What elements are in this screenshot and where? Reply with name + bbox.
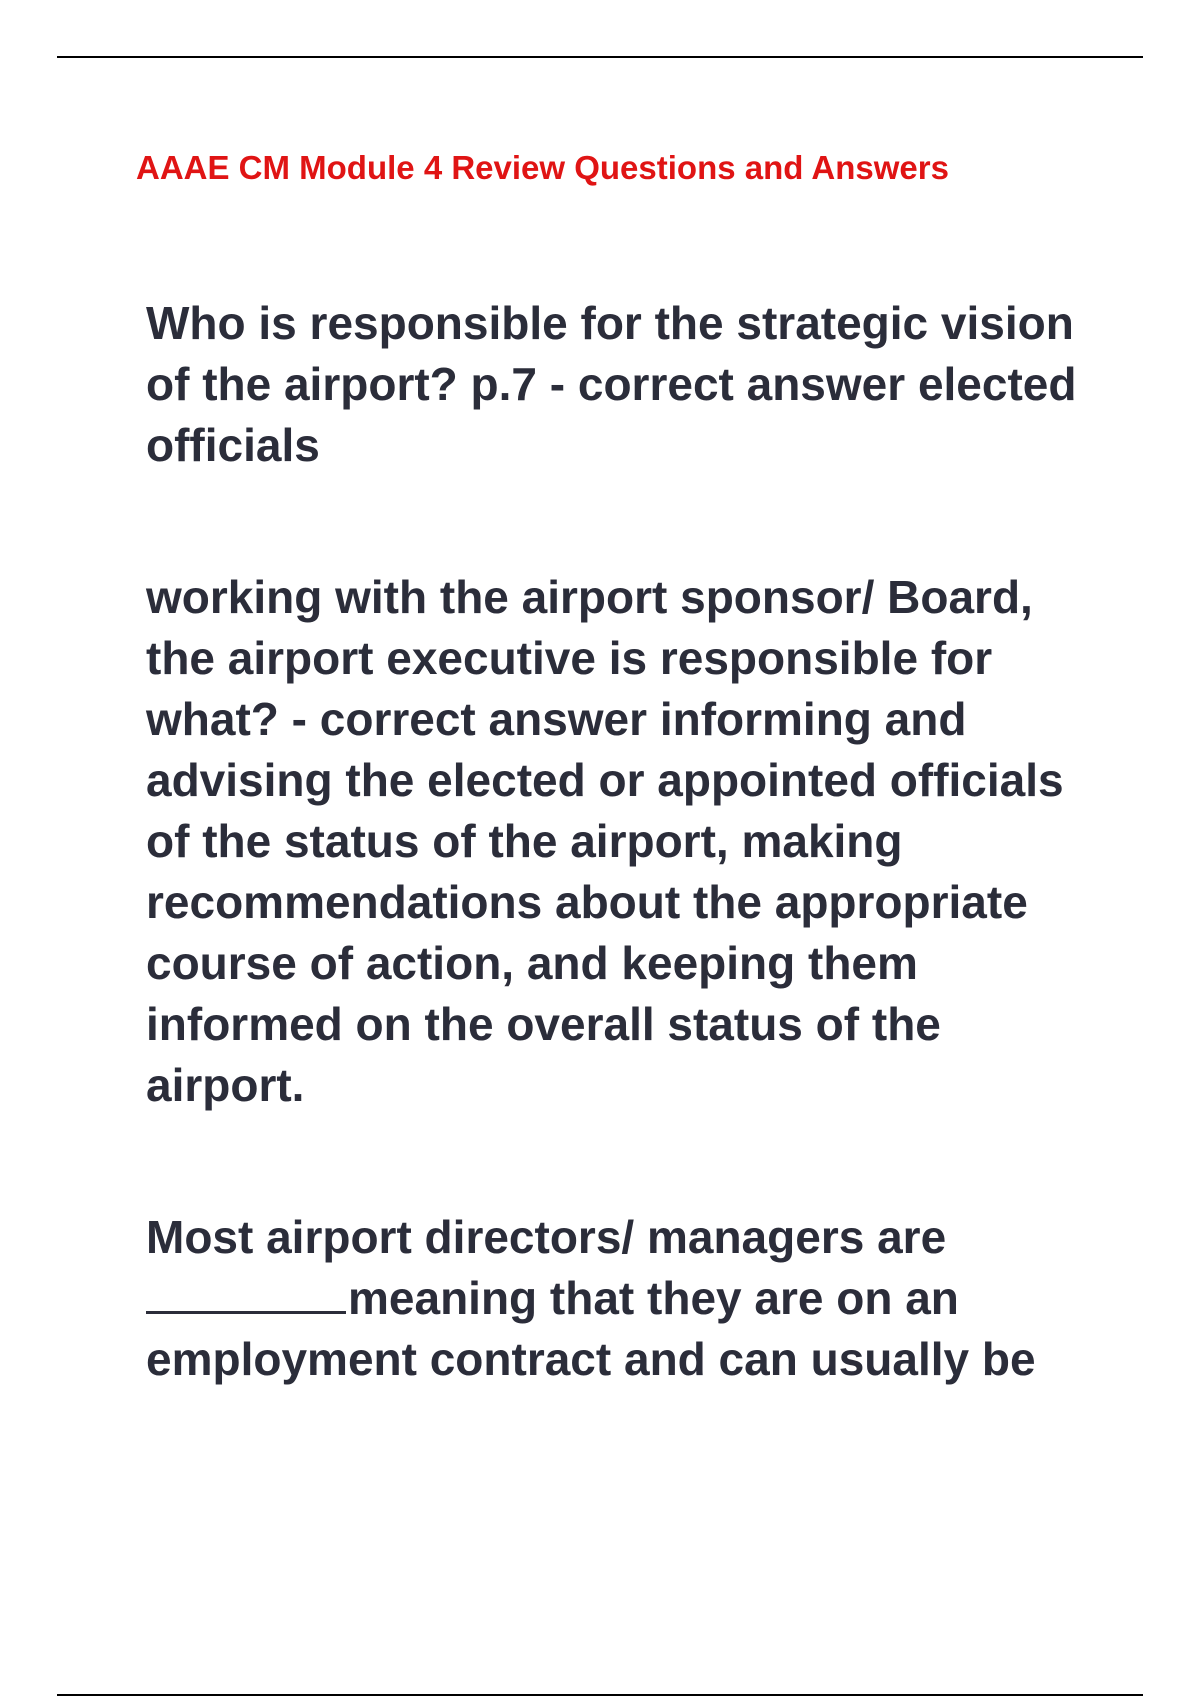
qa-list [146,293,1096,1390]
qa-item-directors-managers [146,1207,1096,1390]
qa-text-before-blank: Most airport directors/ managers are [146,1211,947,1263]
qa-item-airport-executive: working with the airport sponsor/ Board, the airport executive is responsible for what? - correct answer informing and advising the elected or appointed officials of the status of the airport, making recommendations about the appropriate course of action, and keeping them informed on the overall status of the airport. [146,571,1064,1111]
qa-text-after-blank: meaning that they are on an employment contract and can usually be [146,1272,1036,1385]
qa-item-strategic-vision: Who is responsible for the strategic vision of the airport? p.7 - correct answer elected officials [146,297,1077,471]
top-divider [57,56,1143,58]
document-title: AAAE CM Module 4 Review Questions and Answers [136,149,949,186]
bottom-divider [57,1694,1143,1696]
fill-in-blank [146,1311,346,1314]
